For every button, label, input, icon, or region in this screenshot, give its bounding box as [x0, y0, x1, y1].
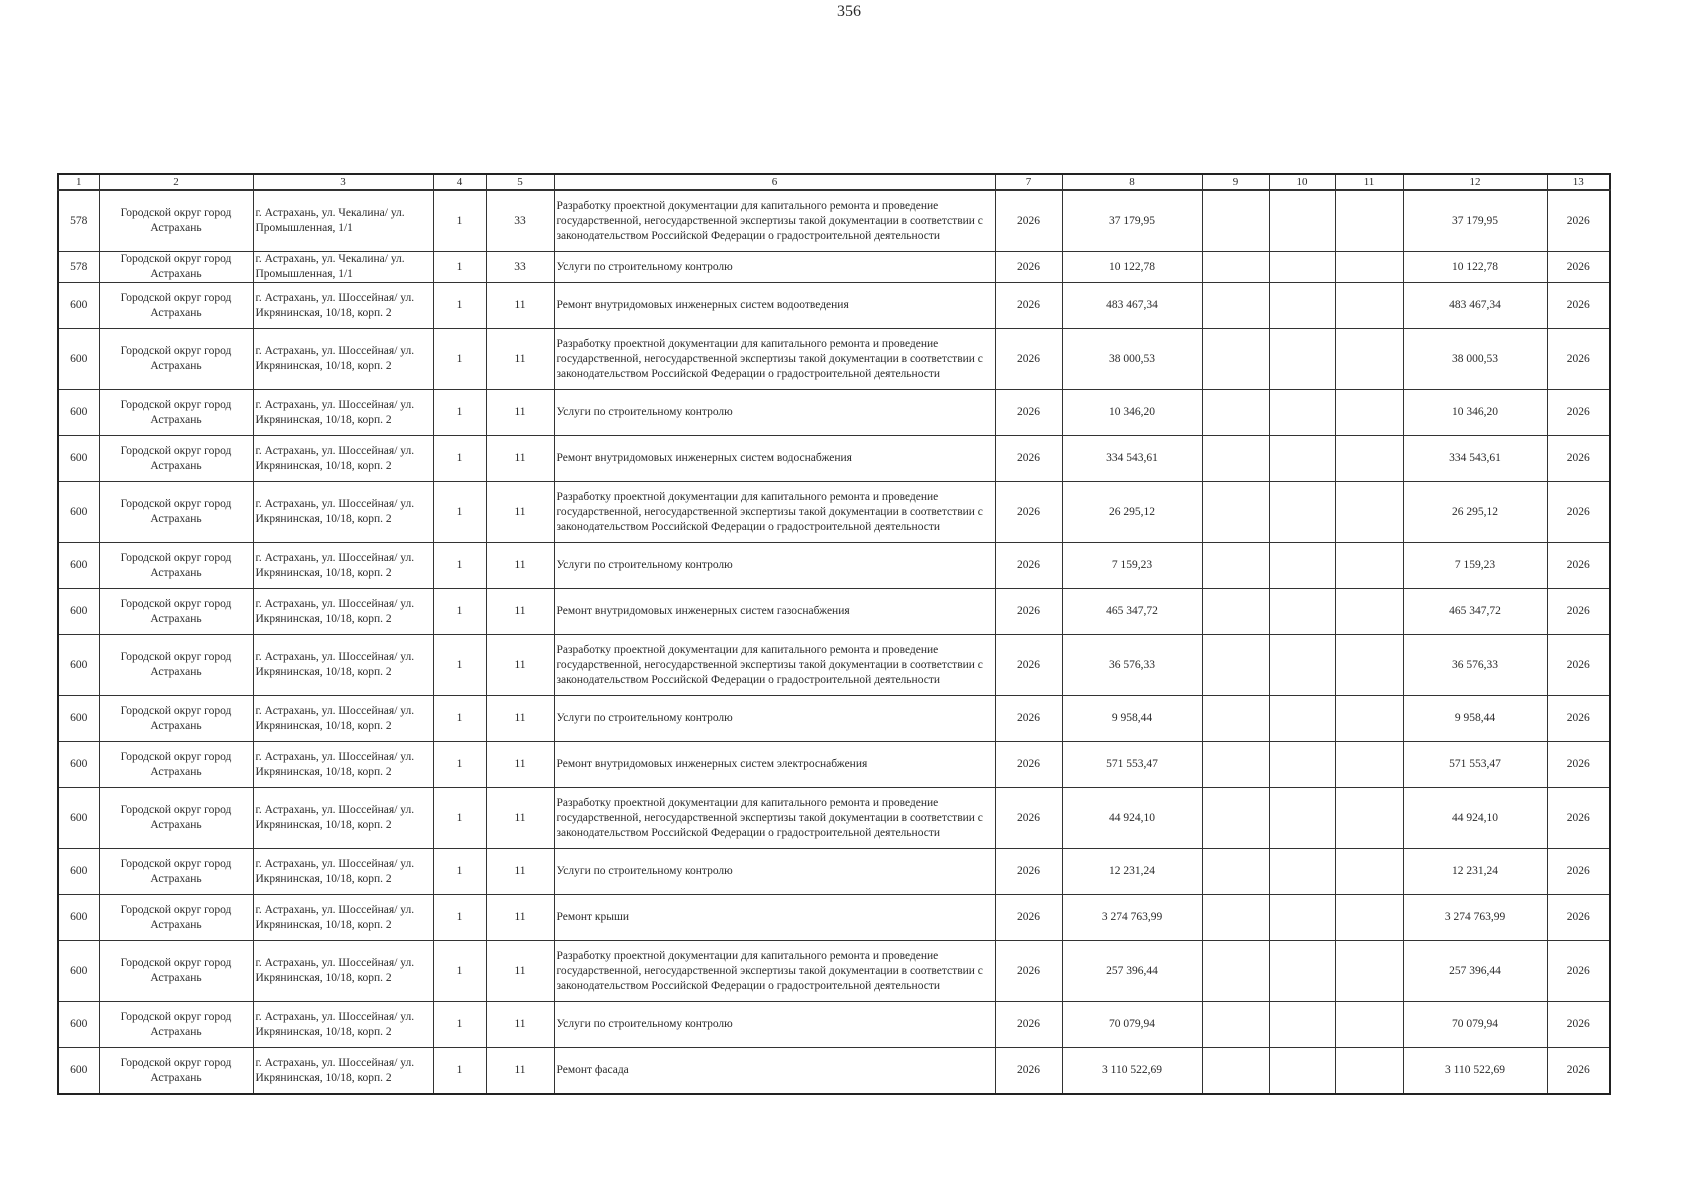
col10-cell — [1269, 742, 1335, 788]
work-type-cell: Услуги по строительному контролю — [554, 252, 995, 283]
amount-cell: 571 553,47 — [1062, 742, 1202, 788]
capital-repair-table — [57, 173, 1611, 1095]
col10-cell — [1269, 190, 1335, 252]
work-type-cell: Ремонт внутридомовых инженерных систем газоснабжения — [554, 589, 995, 635]
work-type-cell: Разработку проектной документации для капитального ремонта и проведение государственной, негосударственной экспертизы такой документации в соответствии с законодательством Российской Федерации о градостроительной деятельности — [554, 941, 995, 1002]
amount-cell: 10 346,20 — [1062, 390, 1202, 436]
year-cell: 2026 — [995, 696, 1062, 742]
work-type-cell: Разработку проектной документации для капитального ремонта и проведение государственной, негосударственной экспертизы такой документации в соответствии с законодательством Российской Федерации о градостроительной деятельности — [554, 788, 995, 849]
row-index-cell: 600 — [58, 849, 99, 895]
col10-cell — [1269, 436, 1335, 482]
col5-cell: 33 — [486, 252, 554, 283]
work-type-cell: Услуги по строительному контролю — [554, 390, 995, 436]
table-row — [58, 742, 1610, 788]
end-year-cell: 2026 — [1547, 329, 1610, 390]
col9-cell — [1202, 589, 1269, 635]
col9-cell — [1202, 1002, 1269, 1048]
col5-cell: 11 — [486, 543, 554, 589]
column-header: 3 — [253, 174, 433, 190]
address-cell: г. Астрахань, ул. Шоссейная/ ул. Икрянинская, 10/18, корп. 2 — [253, 1002, 433, 1048]
col4-cell: 1 — [433, 252, 486, 283]
column-header: 1 — [58, 174, 99, 190]
col10-cell — [1269, 788, 1335, 849]
col9-cell — [1202, 1048, 1269, 1095]
year-cell: 2026 — [995, 329, 1062, 390]
col5-cell: 11 — [486, 849, 554, 895]
year-cell: 2026 — [995, 589, 1062, 635]
column-header: 12 — [1403, 174, 1547, 190]
col5-cell: 11 — [486, 390, 554, 436]
municipality-cell: Городской округ город Астрахань — [99, 941, 253, 1002]
column-number-row — [58, 174, 1610, 190]
total-amount-cell: 70 079,94 — [1403, 1002, 1547, 1048]
col5-cell: 11 — [486, 635, 554, 696]
col5-cell: 11 — [486, 742, 554, 788]
col10-cell — [1269, 390, 1335, 436]
year-cell: 2026 — [995, 635, 1062, 696]
total-amount-cell: 483 467,34 — [1403, 283, 1547, 329]
column-header: 11 — [1335, 174, 1403, 190]
col4-cell: 1 — [433, 635, 486, 696]
work-type-cell: Ремонт внутридомовых инженерных систем водоотведения — [554, 283, 995, 329]
row-index-cell: 600 — [58, 635, 99, 696]
table-row — [58, 390, 1610, 436]
col5-cell: 11 — [486, 329, 554, 390]
total-amount-cell: 3 274 763,99 — [1403, 895, 1547, 941]
municipality-cell: Городской округ город Астрахань — [99, 895, 253, 941]
col11-cell — [1335, 849, 1403, 895]
municipality-cell: Городской округ город Астрахань — [99, 589, 253, 635]
col5-cell: 11 — [486, 482, 554, 543]
col4-cell: 1 — [433, 941, 486, 1002]
col11-cell — [1335, 1002, 1403, 1048]
municipality-cell: Городской округ город Астрахань — [99, 849, 253, 895]
col5-cell: 11 — [486, 1002, 554, 1048]
amount-cell: 483 467,34 — [1062, 283, 1202, 329]
col5-cell: 11 — [486, 696, 554, 742]
total-amount-cell: 36 576,33 — [1403, 635, 1547, 696]
work-type-cell: Услуги по строительному контролю — [554, 543, 995, 589]
col9-cell — [1202, 252, 1269, 283]
col11-cell — [1335, 589, 1403, 635]
end-year-cell: 2026 — [1547, 1002, 1610, 1048]
col4-cell: 1 — [433, 742, 486, 788]
address-cell: г. Астрахань, ул. Шоссейная/ ул. Икрянинская, 10/18, корп. 2 — [253, 941, 433, 1002]
address-cell: г. Астрахань, ул. Шоссейная/ ул. Икрянинская, 10/18, корп. 2 — [253, 895, 433, 941]
col11-cell — [1335, 1048, 1403, 1095]
col9-cell — [1202, 390, 1269, 436]
col10-cell — [1269, 849, 1335, 895]
address-cell: г. Астрахань, ул. Шоссейная/ ул. Икрянинская, 10/18, корп. 2 — [253, 742, 433, 788]
address-cell: г. Астрахань, ул. Шоссейная/ ул. Икрянинская, 10/18, корп. 2 — [253, 482, 433, 543]
row-index-cell: 600 — [58, 788, 99, 849]
col5-cell: 11 — [486, 589, 554, 635]
amount-cell: 44 924,10 — [1062, 788, 1202, 849]
table-body — [58, 190, 1610, 1094]
col10-cell — [1269, 252, 1335, 283]
table-row — [58, 895, 1610, 941]
row-index-cell: 600 — [58, 543, 99, 589]
col10-cell — [1269, 895, 1335, 941]
col4-cell: 1 — [433, 329, 486, 390]
col9-cell — [1202, 543, 1269, 589]
col9-cell — [1202, 941, 1269, 1002]
col11-cell — [1335, 436, 1403, 482]
col4-cell: 1 — [433, 482, 486, 543]
municipality-cell: Городской округ город Астрахань — [99, 190, 253, 252]
work-type-cell: Услуги по строительному контролю — [554, 849, 995, 895]
total-amount-cell: 38 000,53 — [1403, 329, 1547, 390]
year-cell: 2026 — [995, 190, 1062, 252]
end-year-cell: 2026 — [1547, 283, 1610, 329]
end-year-cell: 2026 — [1547, 635, 1610, 696]
amount-cell: 3 110 522,69 — [1062, 1048, 1202, 1095]
col4-cell: 1 — [433, 895, 486, 941]
row-index-cell: 600 — [58, 390, 99, 436]
work-type-cell: Услуги по строительному контролю — [554, 696, 995, 742]
col5-cell: 33 — [486, 190, 554, 252]
col11-cell — [1335, 788, 1403, 849]
address-cell: г. Астрахань, ул. Шоссейная/ ул. Икрянинская, 10/18, корп. 2 — [253, 589, 433, 635]
table-row — [58, 1048, 1610, 1095]
table-row — [58, 788, 1610, 849]
total-amount-cell: 3 110 522,69 — [1403, 1048, 1547, 1095]
amount-cell: 70 079,94 — [1062, 1002, 1202, 1048]
end-year-cell: 2026 — [1547, 482, 1610, 543]
amount-cell: 38 000,53 — [1062, 329, 1202, 390]
municipality-cell: Городской округ город Астрахань — [99, 283, 253, 329]
municipality-cell: Городской округ город Астрахань — [99, 635, 253, 696]
col4-cell: 1 — [433, 190, 486, 252]
year-cell: 2026 — [995, 895, 1062, 941]
row-index-cell: 600 — [58, 941, 99, 1002]
table-row — [58, 589, 1610, 635]
col11-cell — [1335, 895, 1403, 941]
col9-cell — [1202, 849, 1269, 895]
row-index-cell: 600 — [58, 283, 99, 329]
amount-cell: 7 159,23 — [1062, 543, 1202, 589]
year-cell: 2026 — [995, 390, 1062, 436]
column-header: 5 — [486, 174, 554, 190]
year-cell: 2026 — [995, 252, 1062, 283]
table-row — [58, 329, 1610, 390]
year-cell: 2026 — [995, 543, 1062, 589]
work-type-cell: Ремонт внутридомовых инженерных систем водоснабжения — [554, 436, 995, 482]
column-header: 9 — [1202, 174, 1269, 190]
col5-cell: 11 — [486, 436, 554, 482]
col4-cell: 1 — [433, 788, 486, 849]
col11-cell — [1335, 543, 1403, 589]
address-cell: г. Астрахань, ул. Чекалина/ ул. Промышленная, 1/1 — [253, 190, 433, 252]
col5-cell: 11 — [486, 788, 554, 849]
column-header: 2 — [99, 174, 253, 190]
end-year-cell: 2026 — [1547, 788, 1610, 849]
col11-cell — [1335, 190, 1403, 252]
amount-cell: 10 122,78 — [1062, 252, 1202, 283]
end-year-cell: 2026 — [1547, 589, 1610, 635]
row-index-cell: 600 — [58, 696, 99, 742]
col10-cell — [1269, 283, 1335, 329]
col10-cell — [1269, 696, 1335, 742]
col9-cell — [1202, 696, 1269, 742]
col11-cell — [1335, 390, 1403, 436]
col11-cell — [1335, 482, 1403, 543]
year-cell: 2026 — [995, 482, 1062, 543]
col5-cell: 11 — [486, 283, 554, 329]
work-type-cell: Разработку проектной документации для капитального ремонта и проведение государственной, негосударственной экспертизы такой документации в соответствии с законодательством Российской Федерации о градостроительной деятельности — [554, 329, 995, 390]
year-cell: 2026 — [995, 1048, 1062, 1095]
municipality-cell: Городской округ город Астрахань — [99, 436, 253, 482]
table-row — [58, 543, 1610, 589]
table-row — [58, 635, 1610, 696]
col4-cell: 1 — [433, 283, 486, 329]
amount-cell: 36 576,33 — [1062, 635, 1202, 696]
table-row — [58, 283, 1610, 329]
address-cell: г. Астрахань, ул. Шоссейная/ ул. Икрянинская, 10/18, корп. 2 — [253, 390, 433, 436]
end-year-cell: 2026 — [1547, 252, 1610, 283]
amount-cell: 37 179,95 — [1062, 190, 1202, 252]
col10-cell — [1269, 635, 1335, 696]
col4-cell: 1 — [433, 1048, 486, 1095]
total-amount-cell: 12 231,24 — [1403, 849, 1547, 895]
municipality-cell: Городской округ город Астрахань — [99, 543, 253, 589]
amount-cell: 334 543,61 — [1062, 436, 1202, 482]
column-header: 10 — [1269, 174, 1335, 190]
total-amount-cell: 10 122,78 — [1403, 252, 1547, 283]
amount-cell: 3 274 763,99 — [1062, 895, 1202, 941]
row-index-cell: 600 — [58, 742, 99, 788]
table-row — [58, 941, 1610, 1002]
amount-cell: 9 958,44 — [1062, 696, 1202, 742]
address-cell: г. Астрахань, ул. Шоссейная/ ул. Икрянинская, 10/18, корп. 2 — [253, 436, 433, 482]
amount-cell: 465 347,72 — [1062, 589, 1202, 635]
row-index-cell: 600 — [58, 436, 99, 482]
end-year-cell: 2026 — [1547, 436, 1610, 482]
col9-cell — [1202, 482, 1269, 543]
municipality-cell: Городской округ город Астрахань — [99, 329, 253, 390]
work-type-cell: Разработку проектной документации для капитального ремонта и проведение государственной, негосударственной экспертизы такой документации в соответствии с законодательством Российской Федерации о градостроительной деятельности — [554, 635, 995, 696]
table-row — [58, 849, 1610, 895]
row-index-cell: 600 — [58, 895, 99, 941]
col10-cell — [1269, 543, 1335, 589]
year-cell: 2026 — [995, 283, 1062, 329]
year-cell: 2026 — [995, 941, 1062, 1002]
col5-cell: 11 — [486, 1048, 554, 1095]
total-amount-cell: 334 543,61 — [1403, 436, 1547, 482]
col4-cell: 1 — [433, 849, 486, 895]
column-header: 8 — [1062, 174, 1202, 190]
address-cell: г. Астрахань, ул. Шоссейная/ ул. Икрянинская, 10/18, корп. 2 — [253, 788, 433, 849]
address-cell: г. Астрахань, ул. Шоссейная/ ул. Икрянинская, 10/18, корп. 2 — [253, 283, 433, 329]
col4-cell: 1 — [433, 1002, 486, 1048]
year-cell: 2026 — [995, 849, 1062, 895]
municipality-cell: Городской округ город Астрахань — [99, 390, 253, 436]
col10-cell — [1269, 329, 1335, 390]
year-cell: 2026 — [995, 1002, 1062, 1048]
address-cell: г. Астрахань, ул. Шоссейная/ ул. Икрянинская, 10/18, корп. 2 — [253, 635, 433, 696]
year-cell: 2026 — [995, 436, 1062, 482]
col11-cell — [1335, 742, 1403, 788]
end-year-cell: 2026 — [1547, 190, 1610, 252]
column-header: 13 — [1547, 174, 1610, 190]
col10-cell — [1269, 482, 1335, 543]
col10-cell — [1269, 589, 1335, 635]
col5-cell: 11 — [486, 895, 554, 941]
total-amount-cell: 10 346,20 — [1403, 390, 1547, 436]
total-amount-cell: 26 295,12 — [1403, 482, 1547, 543]
end-year-cell: 2026 — [1547, 390, 1610, 436]
total-amount-cell: 9 958,44 — [1403, 696, 1547, 742]
row-index-cell: 600 — [58, 1048, 99, 1095]
end-year-cell: 2026 — [1547, 543, 1610, 589]
row-index-cell: 600 — [58, 482, 99, 543]
col11-cell — [1335, 252, 1403, 283]
municipality-cell: Городской округ город Астрахань — [99, 482, 253, 543]
total-amount-cell: 7 159,23 — [1403, 543, 1547, 589]
municipality-cell: Городской округ город Астрахань — [99, 1048, 253, 1095]
column-header: 6 — [554, 174, 995, 190]
address-cell: г. Астрахань, ул. Чекалина/ ул. Промышленная, 1/1 — [253, 252, 433, 283]
column-header: 7 — [995, 174, 1062, 190]
table-row — [58, 190, 1610, 252]
address-cell: г. Астрахань, ул. Шоссейная/ ул. Икрянинская, 10/18, корп. 2 — [253, 329, 433, 390]
col10-cell — [1269, 1048, 1335, 1095]
end-year-cell: 2026 — [1547, 696, 1610, 742]
amount-cell: 257 396,44 — [1062, 941, 1202, 1002]
total-amount-cell: 257 396,44 — [1403, 941, 1547, 1002]
col11-cell — [1335, 941, 1403, 1002]
col9-cell — [1202, 329, 1269, 390]
address-cell: г. Астрахань, ул. Шоссейная/ ул. Икрянинская, 10/18, корп. 2 — [253, 1048, 433, 1095]
col9-cell — [1202, 742, 1269, 788]
work-type-cell: Ремонт фасада — [554, 1048, 995, 1095]
work-type-cell: Ремонт внутридомовых инженерных систем электроснабжения — [554, 742, 995, 788]
col11-cell — [1335, 696, 1403, 742]
col5-cell: 11 — [486, 941, 554, 1002]
row-index-cell: 578 — [58, 190, 99, 252]
col11-cell — [1335, 635, 1403, 696]
row-index-cell: 578 — [58, 252, 99, 283]
end-year-cell: 2026 — [1547, 941, 1610, 1002]
work-type-cell: Разработку проектной документации для капитального ремонта и проведение государственной, негосударственной экспертизы такой документации в соответствии с законодательством Российской Федерации о градостроительной деятельности — [554, 190, 995, 252]
table-row — [58, 482, 1610, 543]
table-row — [58, 696, 1610, 742]
work-type-cell: Услуги по строительному контролю — [554, 1002, 995, 1048]
municipality-cell: Городской округ город Астрахань — [99, 788, 253, 849]
col9-cell — [1202, 283, 1269, 329]
col4-cell: 1 — [433, 543, 486, 589]
col9-cell — [1202, 436, 1269, 482]
col9-cell — [1202, 788, 1269, 849]
row-index-cell: 600 — [58, 589, 99, 635]
total-amount-cell: 37 179,95 — [1403, 190, 1547, 252]
municipality-cell: Городской округ город Астрахань — [99, 696, 253, 742]
total-amount-cell: 465 347,72 — [1403, 589, 1547, 635]
total-amount-cell: 44 924,10 — [1403, 788, 1547, 849]
column-header: 4 — [433, 174, 486, 190]
work-type-cell: Разработку проектной документации для капитального ремонта и проведение государственной, негосударственной экспертизы такой документации в соответствии с законодательством Российской Федерации о градостроительной деятельности — [554, 482, 995, 543]
address-cell: г. Астрахань, ул. Шоссейная/ ул. Икрянинская, 10/18, корп. 2 — [253, 849, 433, 895]
end-year-cell: 2026 — [1547, 742, 1610, 788]
table-row — [58, 1002, 1610, 1048]
municipality-cell: Городской округ город Астрахань — [99, 252, 253, 283]
municipality-cell: Городской округ город Астрахань — [99, 742, 253, 788]
total-amount-cell: 571 553,47 — [1403, 742, 1547, 788]
row-index-cell: 600 — [58, 1002, 99, 1048]
end-year-cell: 2026 — [1547, 849, 1610, 895]
address-cell: г. Астрахань, ул. Шоссейная/ ул. Икрянинская, 10/18, корп. 2 — [253, 543, 433, 589]
municipality-cell: Городской округ город Астрахань — [99, 1002, 253, 1048]
col4-cell: 1 — [433, 589, 486, 635]
end-year-cell: 2026 — [1547, 895, 1610, 941]
col10-cell — [1269, 1002, 1335, 1048]
col9-cell — [1202, 635, 1269, 696]
end-year-cell: 2026 — [1547, 1048, 1610, 1095]
work-type-cell: Ремонт крыши — [554, 895, 995, 941]
col11-cell — [1335, 329, 1403, 390]
col4-cell: 1 — [433, 436, 486, 482]
col11-cell — [1335, 283, 1403, 329]
table-row — [58, 436, 1610, 482]
col9-cell — [1202, 895, 1269, 941]
col4-cell: 1 — [433, 390, 486, 436]
page-number: 356 — [837, 3, 861, 20]
col4-cell: 1 — [433, 696, 486, 742]
year-cell: 2026 — [995, 742, 1062, 788]
amount-cell: 12 231,24 — [1062, 849, 1202, 895]
row-index-cell: 600 — [58, 329, 99, 390]
table-row — [58, 252, 1610, 283]
year-cell: 2026 — [995, 788, 1062, 849]
address-cell: г. Астрахань, ул. Шоссейная/ ул. Икрянинская, 10/18, корп. 2 — [253, 696, 433, 742]
col9-cell — [1202, 190, 1269, 252]
col10-cell — [1269, 941, 1335, 1002]
amount-cell: 26 295,12 — [1062, 482, 1202, 543]
